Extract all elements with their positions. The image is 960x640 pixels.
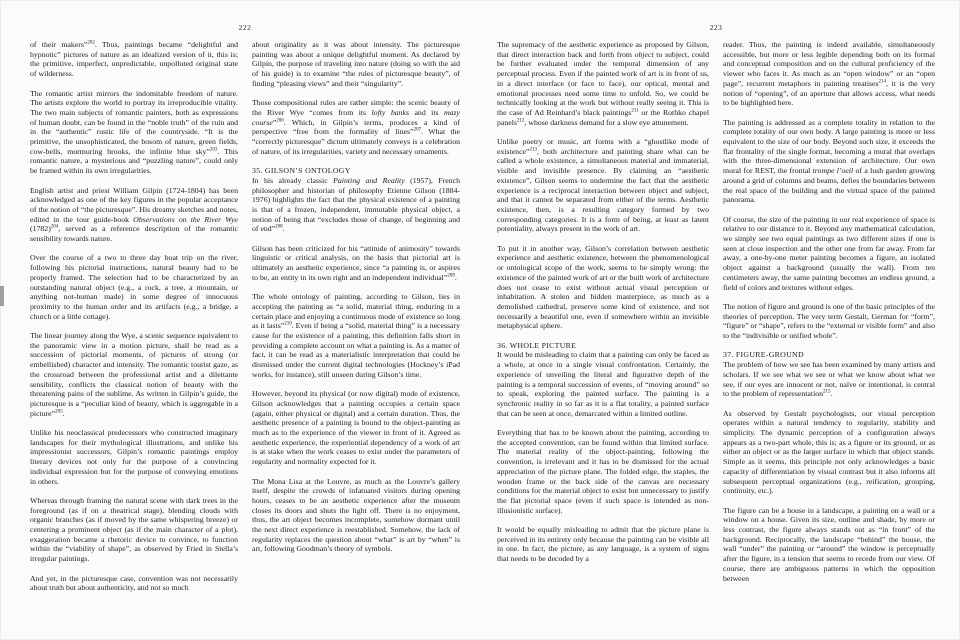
paragraph: Everything that has to be known about the painting, according to the accepted convention, can be found within that limited surface. The material reality of the object-painting, following the convention, is irrelevant and it has to be dismissed for the actual appreciation of the picture plane. The folded edge, the staples, the wooden frame or the back side of the canvas are necessary conditions for the material object to exist but unnecessary to justify the flat pictorial space (even if such space is intended as non-illusionistic surface). (497, 428, 709, 515)
paragraph: The painting is addressed as a complete totality in relation to the complete totality of our own body. A large painting is more or less equivalent to the size of our body. Beyond such size, it exceeds the flat frontality of the single format, becoming a mural that overlaps with the three-dimensional extension of architecture. Our own mural for REST, the frontal trompe l’oeil of a lush garden growing around a grid of columns and beams, defies the boundaries between the real space of the building and the virtual space of the painted panorama. (723, 117, 935, 205)
page-columns (30, 40, 460, 626)
paragraph: The whole ontology of painting, according to Gilson, lies in accepting the painting as “a solid, material thing, enduring in a certain place and enjoying a continuous mode of existence so long as it lasts”$^{210}$. Even if being a “solid, material thing” is a necessary cause for the existence of a painting, this definition falls short in providing a complete account on what a painting is. As a matter of fact, it can be read as a materialistic interpretation that could be dismissed under the current digital technologies (Hockney’s iPad works, for instance), still unseen during Gilson’s time. (252, 292, 460, 379)
paragraph: Over the course of a two to three day boat trip on the river, following his pictorial instructions, natural beauty had to be properly framed. The selection had to be characterized by an outstanding natural object (e.g., a rock, a tree, a mountain, or anything not-human made) in some degree of innocuous proximity to the human order and its artifacts (e.g., a bridge, a church or a little cottage). (30, 253, 238, 321)
paragraph: However, beyond its physical (or now digital) mode of existence, Gilson acknowledges that a painting occupies a certain space (again, either physical or digital) and a certain duration. Thus, the aesthetic presence of a painting is bound to the object-painting as much as to the experience of the viewer in front of it. Agreed as aesthetic experience, the experiential dependency of a work of art is at stake when the work ceases to exist under the parameters of regularity and normality expected for it. (252, 389, 460, 467)
footnote-reference: 213 (529, 147, 537, 153)
paragraph: about originality as it was about intensity. The picturesque painting was about a unique delightful moment. As declared by Gilpin, the purpose of traveling into nature (doing so with the aid of his guide) is to examine “the rules of picturesque beauty”, of finding “pleasing views” and their “singularity”. (252, 40, 460, 88)
paragraph: The problem of how we see has been examined by many artists and scholars. If we see what we see or what we know about what we see, if our eyes are innocent or not, naïve or intentional, is central to the problem of representation$^{215}$. (723, 360, 935, 399)
section-heading: 35. GILSON’S ONTOLOGY (252, 166, 351, 176)
paragraph: It would be equally misleading to admit that the picture plane is perceived in its entirety only because the painting can be visible all in one. In fact, the picture, as any language, is a system of signs that needs to be decoded by a (497, 525, 709, 564)
footnote-reference: 206 (276, 118, 284, 124)
footnote-reference: 211 (631, 108, 639, 114)
section-heading: 37. FIGURE-GROUND (723, 350, 804, 360)
paragraph: Gilson has been criticized for his “attitude of animosity” towards linguistic or critical analysis, on the basis that pictorial art is ultimately an aesthetic experience, since “a painting is, or aspires to be, an entity in its own right and an independent individual”$^{209}$. (252, 243, 460, 282)
paragraph: And yet, in the picturesque case, convention was not necessarily about truth but about authenticity, and not so much (30, 573, 238, 593)
footnote-reference: 214 (878, 79, 887, 85)
paragraph: The linear journey along the Wye, a scenic sequence equivalent to the panoramic view in a motion picture, shall be read as a succession of pictorial moments, of pictures of strong (or embellished) character and intensity. The romantic tourist gaze, as the crossroad between the professional artist and a dilettante sensibility, conflicts the classical notion of beauty with the threatening pains of the sublime. As written in Gilpin’s guide, the picturesque is a “peculiar kind of beauty, which is aggregable in a picture”$^{205}$. (30, 331, 238, 418)
text-column (30, 40, 238, 626)
italic-text: mazy course (252, 107, 460, 127)
paragraph: Those compositional rules are rather simple: the scenic beauty of the River Wye “comes from its lofty banks and its mazy course”$^{206}$. Which, in Gilpin’s terms, produces a kind of perspective “free from the formality of lines”$^{207}$. What the “correctly picturesque” dictum ultimately conveys is a celebration of nature, of its irregularities, variety and necessary ornaments. (252, 98, 460, 156)
footnote-reference: 204 (50, 224, 59, 230)
text-column (252, 40, 460, 626)
italic-text: Painting and Reality (333, 175, 405, 185)
page-columns (497, 40, 935, 626)
footnote-reference: 210 (284, 321, 292, 327)
footnote-reference: 205 (55, 409, 63, 415)
page-number: 223 (709, 23, 723, 32)
paragraph: As observed by Gestalt psychologists, our visual perception operates within a natural tendency to regularity, stability and simplicity. The dynamic perception of a configuration always appears as a two-part whole, this is; as a figure or its ground, or as either an object or as the larger surface in which that object stands. Simple as it seems, this principle not only acknowledges a basic capacity of differentiation by visual contrast but it also informs all subsequent perceptual organizations (e.g., reification, grouping, continuity, etc.). (723, 408, 935, 496)
footnote-reference: 202 (87, 40, 95, 46)
paragraph: English artist and priest William Gilpin (1724-1804) has been acknowledged as one of the key figures in the popular acceptance of the notion of “the picturesque”. His dreamy sketches and notes, edited in the tour guide-book Observations on the River Wye $(1782)^{204}$, served as a reference description of the romantic sensibility towards nature. (30, 185, 238, 244)
paragraph: To put it in another way, Gilson’s correlation between aesthetic experience and aesthetic existence, between the phenomenological or ontological scope of the work, seems to be simply wrong: the existence of the painted work of art or the built work of architecture does not cease to exist without actual visual perception or inhabitation. A stolen and hidden masterpiece, as much as a demolished cathedral, preserve some kind of existence, and not necessarily a beautiful one, even if somewhere within an invisible metaphysical sphere. (497, 243, 709, 331)
footnote-reference: 207 (413, 127, 422, 133)
section-heading: 36. WHOLE PICTURE (497, 340, 577, 350)
paragraph: Of course, the size of the painting in our real experience of space is relative to our distance to it. Beyond any mathematical calculation, we simply see two equal paintings as two different sizes if one is seen at close inspection and the other one from far away. From far away, a one-by-one meter painting becomes a figure, an isolated object against a background (usually the wall). From ten centimeters away, the same painting becomes an endless ground, a field of colors and textures without edges. (723, 214, 935, 292)
paragraph: Unlike poetry or music, art forms with a “ghostlike mode of existence”$^{213}$, both architecture and painting share what can be called a whole existence, a simultaneous material and immaterial, visible and invisible presence. By claiming an “aesthetic existence”, Gilson seems to undermine the fact that the aesthetic experience is a reciprocal interaction between object and subject, and that it cannot be separated from either of the terms. Aesthetic existence, then, is a resulting category formed by two corresponding categories. It is a form of being, at least as latent potentiality, always present in the work of art. (497, 137, 709, 234)
paragraph: The Mona Lisa at the Louvre, as much as the Louvre’s gallery itself, despite the crowds of infatuated visitors during opening hours, ceases to be an aesthetic experience after the museum closes its doors and shuts the light off. There is no enjoyment, thus, the art object becomes incomplete, somehow dormant until the next direct experience is reestablished. Somehow, the lack of regularity replaces the question about “what” is art by “when” is art, following Goodman’s theory of symbols. (252, 476, 460, 554)
footnote-reference: 208 (275, 224, 283, 230)
paragraph: The romantic artist mirrors the indomitable freedom of nature. The artists explore the world to portray its irreproducible vitality. The two main subjects of romantic painters, both as expressions of human doubt, can be found in the “noble truth” of the ruin and in the “authentic” rustic life of the countryside. “It is the primitive, the unsophisticated, the bosom of nature, green fields, cow-bells, murmuring brooks, the infinite blue sky”$^{203}$. This romantic nature, a mysterious and “puzzling nature”, could only be framed within its own irregularities. (30, 88, 238, 176)
page-left (30, 24, 460, 626)
page-number: 222 (238, 23, 252, 32)
paragraph: It would be misleading to claim that a painting can only be faced as a whole, at once in a single visual confrontation. Certainly, the experience of unveiling the literal and figurative depth of the painting is a temporal succession of events, of “moving around” so to speak, exploring the painted surface. The painting is a synchronic reality in so far as it is a flat totality, a painted surface that can be seen at once, demarcated within a limited outline. (497, 350, 709, 418)
footnote-reference: 215 (823, 389, 831, 395)
footnote-reference: 209 (447, 273, 455, 279)
paragraph: Unlike his neoclassical predecessors who constructed imaginary landscapes for their mythological illustrations, and unlike his impressionist successors, Gilpin’s romantic paintings employ literary devices not only for the purpose of a convincing individual expression but for the purpose of conveying emotions in others. (30, 428, 238, 486)
paragraph: reader. Thus, the painting is indeed available, simultaneously accessible, but more or less legible depending both on its formal and conceptual composition and on the cultural proficiency of the viewer who faces it. As much as an “open window” or an “open page”, recurrent metaphors in painting treatises$^{214}$, it is the very notion of “opening”, of an aperture that allows access, what needs to be highlighted here. (723, 40, 935, 108)
footnote-reference: 212 (516, 118, 525, 124)
paragraph: The supremacy of the aesthetic experience as proposed by Gilson, that direct interaction back and forth from object to subject, could be further evaluated under the temporal dimension of any perceptual process. Even if the painted work of art is in front of us, in a direct interface (or face to face), our optical, mental and emotional processes need some time to unfold. So, we could be technically looking at the work but without really seeing it. This is the case of Ad Reinhard’s black paintings$^{211}$ or the Rothko chapel panels$^{212}$, whose darkness demand for a slow eye attunement. (497, 40, 709, 127)
scan-edge-artifact (0, 286, 4, 306)
paragraph: Whereas through framing the natural scene with dark trees in the foreground (as if on a theatrical stage), blending clouds with organic branches (as if moved by the same whispering breeze) or centering a prominent object (as if the main character of a plot), exaggeration became a rhetoric device to convince, to function within the “viability of shape”, as observed by Fried in Stella’s irregular paintings. (30, 495, 238, 564)
text-column (723, 40, 935, 626)
italic-text: object (634, 49, 654, 59)
text-column (497, 40, 709, 626)
footnote-reference: 203 (209, 147, 218, 153)
paragraph: The figure can be a house in a landscape, a painting on a wall or a window on a house. Given its size, outline and shade, by more or less contrast, the figure always stands out as “in front” of the background. Reciprocally, the landscape “behind” the house, the wall “under” the painting or “around” the window is perceptually after the figure, in a tension that seems to recede from our view. Of course, there are ambiguous patterns in which the opposition between (723, 505, 935, 583)
paragraph: In his already classic Painting and Reality (1957), French philosopher and historian of philosophy Etienne Gilson (1884-1976) highlights the fact that the physical existence of a painting is that of a frozen, independent, immutable physical object, a notion of being that “excludes those of change, of beginning and of end”$^{208}$. (252, 175, 460, 234)
italic-text: lofty banks (371, 107, 410, 117)
paragraph: The notion of figure and ground is one of the basic principles of the theories of perception. The very term Gestalt, German for “form”, “figure” or “shape”, refers to the “external or visible form” and also to the “indivisible or unified whole”. (723, 301, 935, 341)
italic-text: trompe l’oeil (812, 166, 854, 176)
paragraph: of their makers”$^{202}$. Thus, paintings became “delightful and hypnotic” pictures of nature as an idealized version of it, this is; the primitive, imperfect, unpredictable, unpolluted original state of wilderness. (30, 40, 238, 79)
italic-text: Observations on the River Wye (133, 214, 238, 224)
page-right (497, 24, 935, 626)
